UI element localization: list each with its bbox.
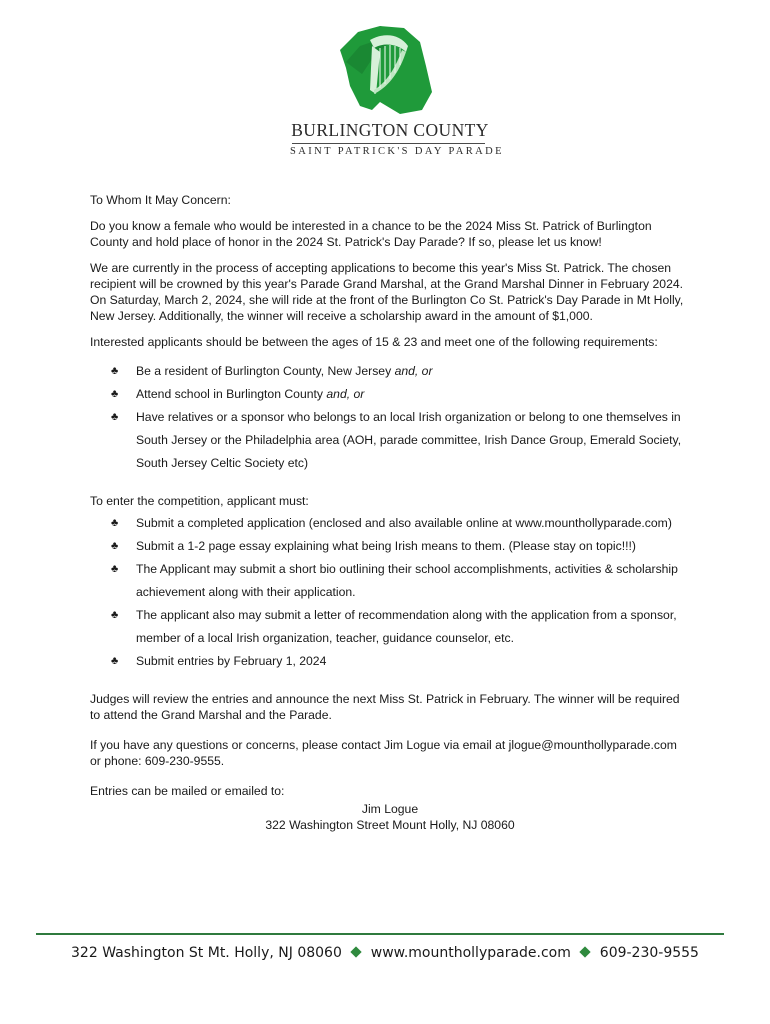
list-item: ♣ Attend school in Burlington County and, or xyxy=(90,383,690,406)
paragraph-mailing: Entries can be mailed or emailed to: xyxy=(90,784,285,798)
footer xyxy=(0,945,770,961)
requirements-list xyxy=(90,360,690,475)
org-tagline: SAINT PATRICK'S DAY PARADE xyxy=(290,146,504,157)
footer-phone: 609-230-9555 xyxy=(599,945,699,961)
shamrock-bullet-icon: ♣ xyxy=(111,609,119,621)
paragraph-entry-intro: To enter the competition, applicant must: xyxy=(90,494,309,508)
entry-steps-list xyxy=(90,512,690,673)
paragraph-contact: If you have any questions or concerns, please contact Jim Logue via email at jlogue@mounthollyparade.com or phone: 609-230-9555. xyxy=(90,738,677,768)
harp-shield-icon xyxy=(336,22,436,117)
list-item: ♣ Submit entries by February 1, 2024 xyxy=(90,650,690,673)
list-item: ♣ Submit a 1-2 page essay explaining what being Irish means to them. (Please stay on topic!!!) xyxy=(90,535,690,558)
shamrock-bullet-icon: ♣ xyxy=(111,563,119,575)
contact-name: Jim Logue xyxy=(361,802,419,816)
paragraph-intro: Do you know a female who would be interested in a chance to be the 2024 Miss St. Patrick of Burlington County and hold place of honor in the 2024 St. Patrick's Day Parade? If so, please let us know! xyxy=(90,219,652,249)
contact-address: 322 Washington Street Mount Holly, NJ 08060 xyxy=(265,818,515,832)
list-item: ♣ The applicant also may submit a letter of recommendation along with the application from a sponsor, member of a local Irish organization, teacher, guidance counselor, etc. xyxy=(90,604,690,650)
shamrock-bullet-icon: ♣ xyxy=(111,655,119,667)
shamrock-bullet-icon: ♣ xyxy=(111,517,119,529)
list-item: ♣ The Applicant may submit a short bio outlining their school accomplishments, activities & scholarship achievement along with their application. xyxy=(90,558,690,604)
diamond-icon xyxy=(351,946,362,957)
paragraph-judging: Judges will review the entries and announce the next Miss St. Patrick in February. The winner will be required to attend the Grand Marshal and the Parade. xyxy=(90,692,680,722)
diamond-icon xyxy=(580,946,591,957)
shamrock-bullet-icon: ♣ xyxy=(111,411,119,423)
footer-address: 322 Washington St Mt. Holly, NJ 08060 xyxy=(71,945,342,961)
logo-divider xyxy=(292,143,485,144)
list-item: ♣ Have relatives or a sponsor who belongs to an local Irish organization or belong to one themselves in South Jersey or the Philadelphia area (AOH, parade committee, Irish Dance Group, Emerald Society, South Jersey Celtic Society etc) xyxy=(90,406,690,475)
shamrock-bullet-icon: ♣ xyxy=(111,388,119,400)
footer-website: www.mounthollyparade.com xyxy=(370,945,571,961)
footer-divider xyxy=(36,933,724,935)
paragraph-eligibility: Interested applicants should be between the ages of 15 & 23 and meet one of the following requirements: xyxy=(90,335,658,349)
shamrock-bullet-icon: ♣ xyxy=(111,540,119,552)
shamrock-bullet-icon: ♣ xyxy=(111,365,119,377)
org-name: BURLINGTON COUNTY xyxy=(291,120,489,140)
paragraph-details: We are currently in the process of accepting applications to become this year's Miss St. Patrick. The chosen recipient will be crowned by this year's Parade Grand Marshal, at the Grand Marshal Dinner in February 2024. On Saturday, March 2, 2024, she will ride at the front of the Burlington Co St. Patrick's Day Parade in Mt Holly, New Jersey. Additionally, the winner will receive a scholarship award in the amount of $1,000. xyxy=(90,261,684,323)
parade-logo xyxy=(290,22,504,157)
mailing-address xyxy=(90,801,690,833)
salutation: To Whom It May Concern: xyxy=(90,193,231,207)
list-item: ♣ Submit a completed application (enclosed and also available online at www.mounthollyparade.com) xyxy=(90,512,690,535)
letter-body xyxy=(90,192,690,833)
list-item: ♣ Be a resident of Burlington County, New Jersey and, or xyxy=(90,360,690,383)
